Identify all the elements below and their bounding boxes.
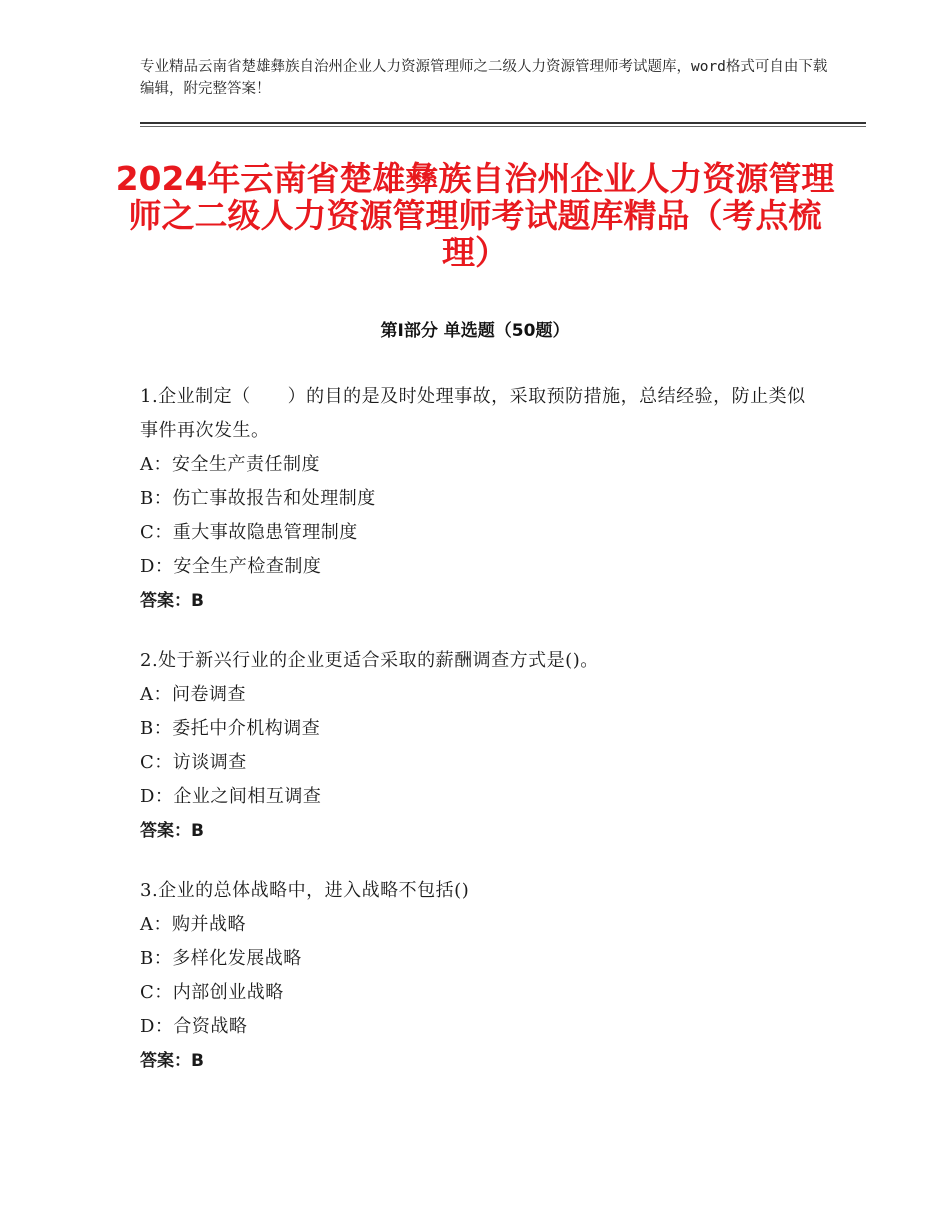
option-c: C：内部创业战略 bbox=[140, 982, 284, 1003]
option-d: D：企业之间相互调查 bbox=[140, 786, 322, 807]
question-text: 3.企业的总体战略中，进入战略不包括() bbox=[140, 880, 470, 901]
question-3 bbox=[140, 874, 820, 1078]
option-d: D：安全生产检查制度 bbox=[140, 556, 322, 577]
option-b: B：委托中介机构调查 bbox=[140, 718, 321, 739]
answer: 答案：B bbox=[140, 1051, 204, 1071]
option-b: B：多样化发展战略 bbox=[140, 948, 302, 969]
question-list bbox=[140, 380, 820, 1104]
document-title: 2024年云南省楚雄彝族自治州企业人力资源管理师之二级人力资源管理师考试题库精品（考点梳理） bbox=[115, 159, 835, 272]
question-text: 1.企业制定（ ）的目的是及时处理事故，采取预防措施，总结经验，防止类似事件再次发生。 bbox=[140, 386, 806, 441]
answer: 答案：B bbox=[140, 821, 204, 841]
header-divider-thick bbox=[140, 122, 866, 124]
section-heading: 第Ⅰ部分 单选题（50题） bbox=[380, 321, 570, 341]
header-note: 专业精品云南省楚雄彝族自治州企业人力资源管理师之二级人力资源管理师考试题库，word格式可自由下载编辑，附完整答案！ bbox=[140, 59, 828, 97]
header-divider-thin bbox=[140, 126, 866, 127]
question-text: 2.处于新兴行业的企业更适合采取的薪酬调查方式是()。 bbox=[140, 650, 599, 671]
option-a: A：问卷调查 bbox=[140, 684, 246, 705]
answer: 答案：B bbox=[140, 591, 204, 611]
option-a: A：购并战略 bbox=[140, 914, 246, 935]
option-c: C：访谈调查 bbox=[140, 752, 247, 773]
option-d: D：合资战略 bbox=[140, 1016, 248, 1037]
option-b: B：伤亡事故报告和处理制度 bbox=[140, 488, 376, 509]
question-2 bbox=[140, 644, 820, 848]
question-1 bbox=[140, 380, 820, 618]
option-c: C：重大事故隐患管理制度 bbox=[140, 522, 358, 543]
option-a: A：安全生产责任制度 bbox=[140, 454, 320, 475]
